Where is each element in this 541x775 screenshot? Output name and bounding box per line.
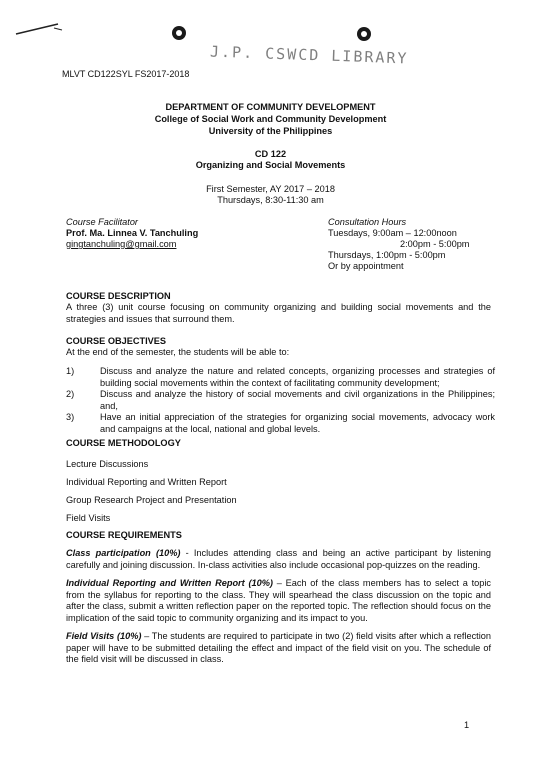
requirement-title: Class participation (10%) xyxy=(66,548,181,558)
requirement-title: Individual Reporting and Written Report (10%) xyxy=(66,578,273,588)
objective-item xyxy=(66,412,495,435)
requirements-heading: COURSE REQUIREMENTS xyxy=(66,530,182,540)
requirement-title: Field Visits (10%) xyxy=(66,631,142,641)
consultation-line: Or by appointment xyxy=(328,261,404,271)
university-name: University of the Philippines xyxy=(208,126,333,136)
punch-hole-right xyxy=(357,27,371,41)
methodology-item: Lecture Discussions xyxy=(66,459,149,469)
objective-text: Discuss and analyze the nature and related concepts, organizing processes and strategies of building social movements within the context of facilitating community development; xyxy=(100,366,495,388)
facilitator-email[interactable]: gingtanchuling@gmail.com xyxy=(66,239,177,249)
objective-number: 2) xyxy=(66,389,75,399)
consultation-label: Consultation Hours xyxy=(328,217,407,227)
library-stamp: J.P. CSWCD LIBRARY xyxy=(209,42,409,68)
facilitator-label: Course Facilitator xyxy=(66,217,138,227)
course-title: Organizing and Social Movements xyxy=(195,160,346,170)
facilitator-name: Prof. Ma. Linnea V. Tanchuling xyxy=(66,228,199,238)
methodology-item: Individual Reporting and Written Report xyxy=(66,477,227,487)
class-schedule: Thursdays, 8:30-11:30 am xyxy=(217,195,324,205)
punch-hole-left xyxy=(172,26,186,40)
requirement-item xyxy=(66,578,491,624)
objective-item xyxy=(66,389,495,412)
description-heading: COURSE DESCRIPTION xyxy=(66,291,171,301)
requirement-item xyxy=(66,631,491,666)
requirement-text: – The students are required to participate in two (2) field visits after which a reflection paper will have to be submitted detailing the effect and impact of the field visit on you. The schedule of the field visit will be discussed in class. xyxy=(66,631,491,665)
objectives-intro: At the end of the semester, the students will be able to: xyxy=(66,347,290,357)
course-code: CD 122 xyxy=(254,149,287,159)
objective-number: 1) xyxy=(66,366,75,376)
page-number: 1 xyxy=(464,720,470,730)
college-name: College of Social Work and Community Development xyxy=(154,114,387,124)
requirement-text: – Each of the class members has to select a topic from the syllabus for reporting to the class. They will spearhead the class discussion on the topic and after the class, submit a written reflection paper on the reported topic. The reflection should focus on the implication of the said topic to community organizing and its impact to you. xyxy=(66,578,491,623)
requirement-item xyxy=(66,548,491,571)
methodology-item: Group Research Project and Presentation xyxy=(66,495,237,505)
methodology-heading: COURSE METHODOLOGY xyxy=(66,438,181,448)
objective-text: Discuss and analyze the history of social movements and civil organizations in the Philippines; and, xyxy=(100,389,495,411)
department-name: DEPARTMENT OF COMMUNITY DEVELOPMENT xyxy=(165,102,376,112)
consultation-line: 2:00pm - 5:00pm xyxy=(400,239,470,249)
description-text: A three (3) unit course focusing on community organizing and building social movements and the strategies and issues that surround them. xyxy=(66,302,491,324)
pen-mark xyxy=(14,18,64,40)
objective-number: 3) xyxy=(66,412,75,422)
objectives-heading: COURSE OBJECTIVES xyxy=(66,336,167,346)
objective-item xyxy=(66,366,495,389)
methodology-item: Field Visits xyxy=(66,513,111,523)
consultation-line: Tuesdays, 9:00am – 12:00noon xyxy=(328,228,457,238)
consultation-line: Thursdays, 1:00pm - 5:00pm xyxy=(328,250,446,260)
requirement-text: - Includes attending class and being an active participant by listening carefully and joining discussion. In-class activities also include occasional pop-quizzes on the reading. xyxy=(66,548,491,570)
document-code: MLVT CD122SYL FS2017-2018 xyxy=(62,69,190,79)
objective-text: Have an initial appreciation of the strategies for organizing social movements, advocacy work and campaigns at the local, national and global levels. xyxy=(100,412,495,434)
semester: First Semester, AY 2017 – 2018 xyxy=(206,184,335,194)
